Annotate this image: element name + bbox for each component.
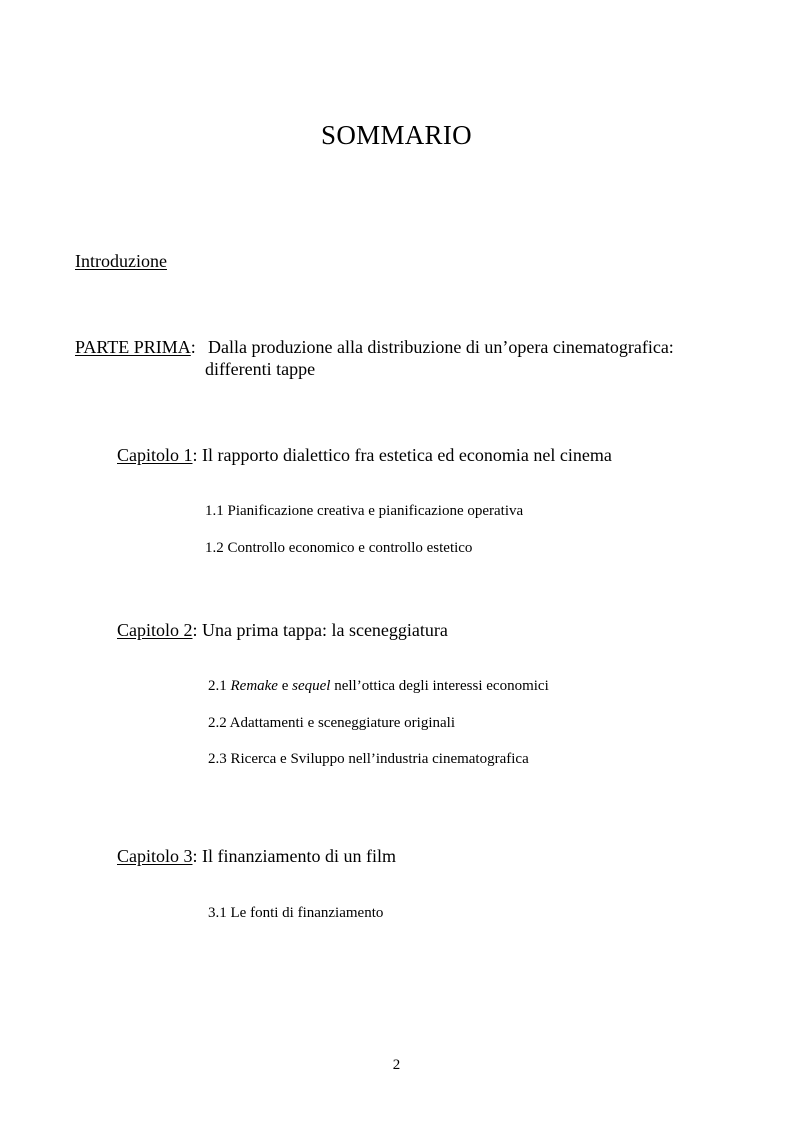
section-2-1-sequel: sequel [292,678,331,694]
part-one-separator: : [190,337,196,357]
chapter-2-label[interactable]: Capitolo 2 [117,620,193,640]
chapter-2-heading [117,620,448,641]
chapter-3-title: : Il finanziamento di un film [192,846,396,866]
section-2-1[interactable] [208,678,549,695]
toc-introduction-link[interactable]: Introduzione [75,251,167,271]
chapter-1-title: : Il rapporto dialettico fra estetica ed economia nel cinema [192,445,612,465]
section-3-1[interactable]: 3.1 Le fonti di finanziamento [208,905,384,921]
section-1-2[interactable]: 1.2 Controllo economico e controllo estetico [205,540,473,556]
chapter-1-heading [117,445,612,466]
chapter-3-heading [117,846,396,867]
part-one-title-line1: Dalla produzione alla distribuzione di un’opera cinematografica: [208,337,674,357]
page-number: 2 [392,1057,401,1073]
section-2-1-rest: nell’ottica degli interessi economici [330,678,549,694]
section-2-3[interactable]: 2.3 Ricerca e Sviluppo nell’industria cinematografica [208,751,529,767]
section-2-2[interactable]: 2.2 Adattamenti e sceneggiature originali [208,715,456,731]
part-one-label[interactable]: PARTE PRIMA [75,337,191,357]
section-2-1-number: 2.1 [208,678,231,694]
chapter-3-label[interactable]: Capitolo 3 [117,846,193,866]
chapter-1-label[interactable]: Capitolo 1 [117,445,193,465]
part-one-heading [75,337,196,358]
section-2-1-remake: Remake [230,678,278,694]
page-title: SOMMARIO [321,120,472,150]
part-one-title-line2: differenti tappe [205,359,316,379]
chapter-2-title: : Una prima tappa: la sceneggiatura [192,620,448,640]
section-2-1-mid: e [277,678,293,694]
section-1-1[interactable]: 1.1 Pianificazione creativa e pianificazione operativa [205,503,524,519]
